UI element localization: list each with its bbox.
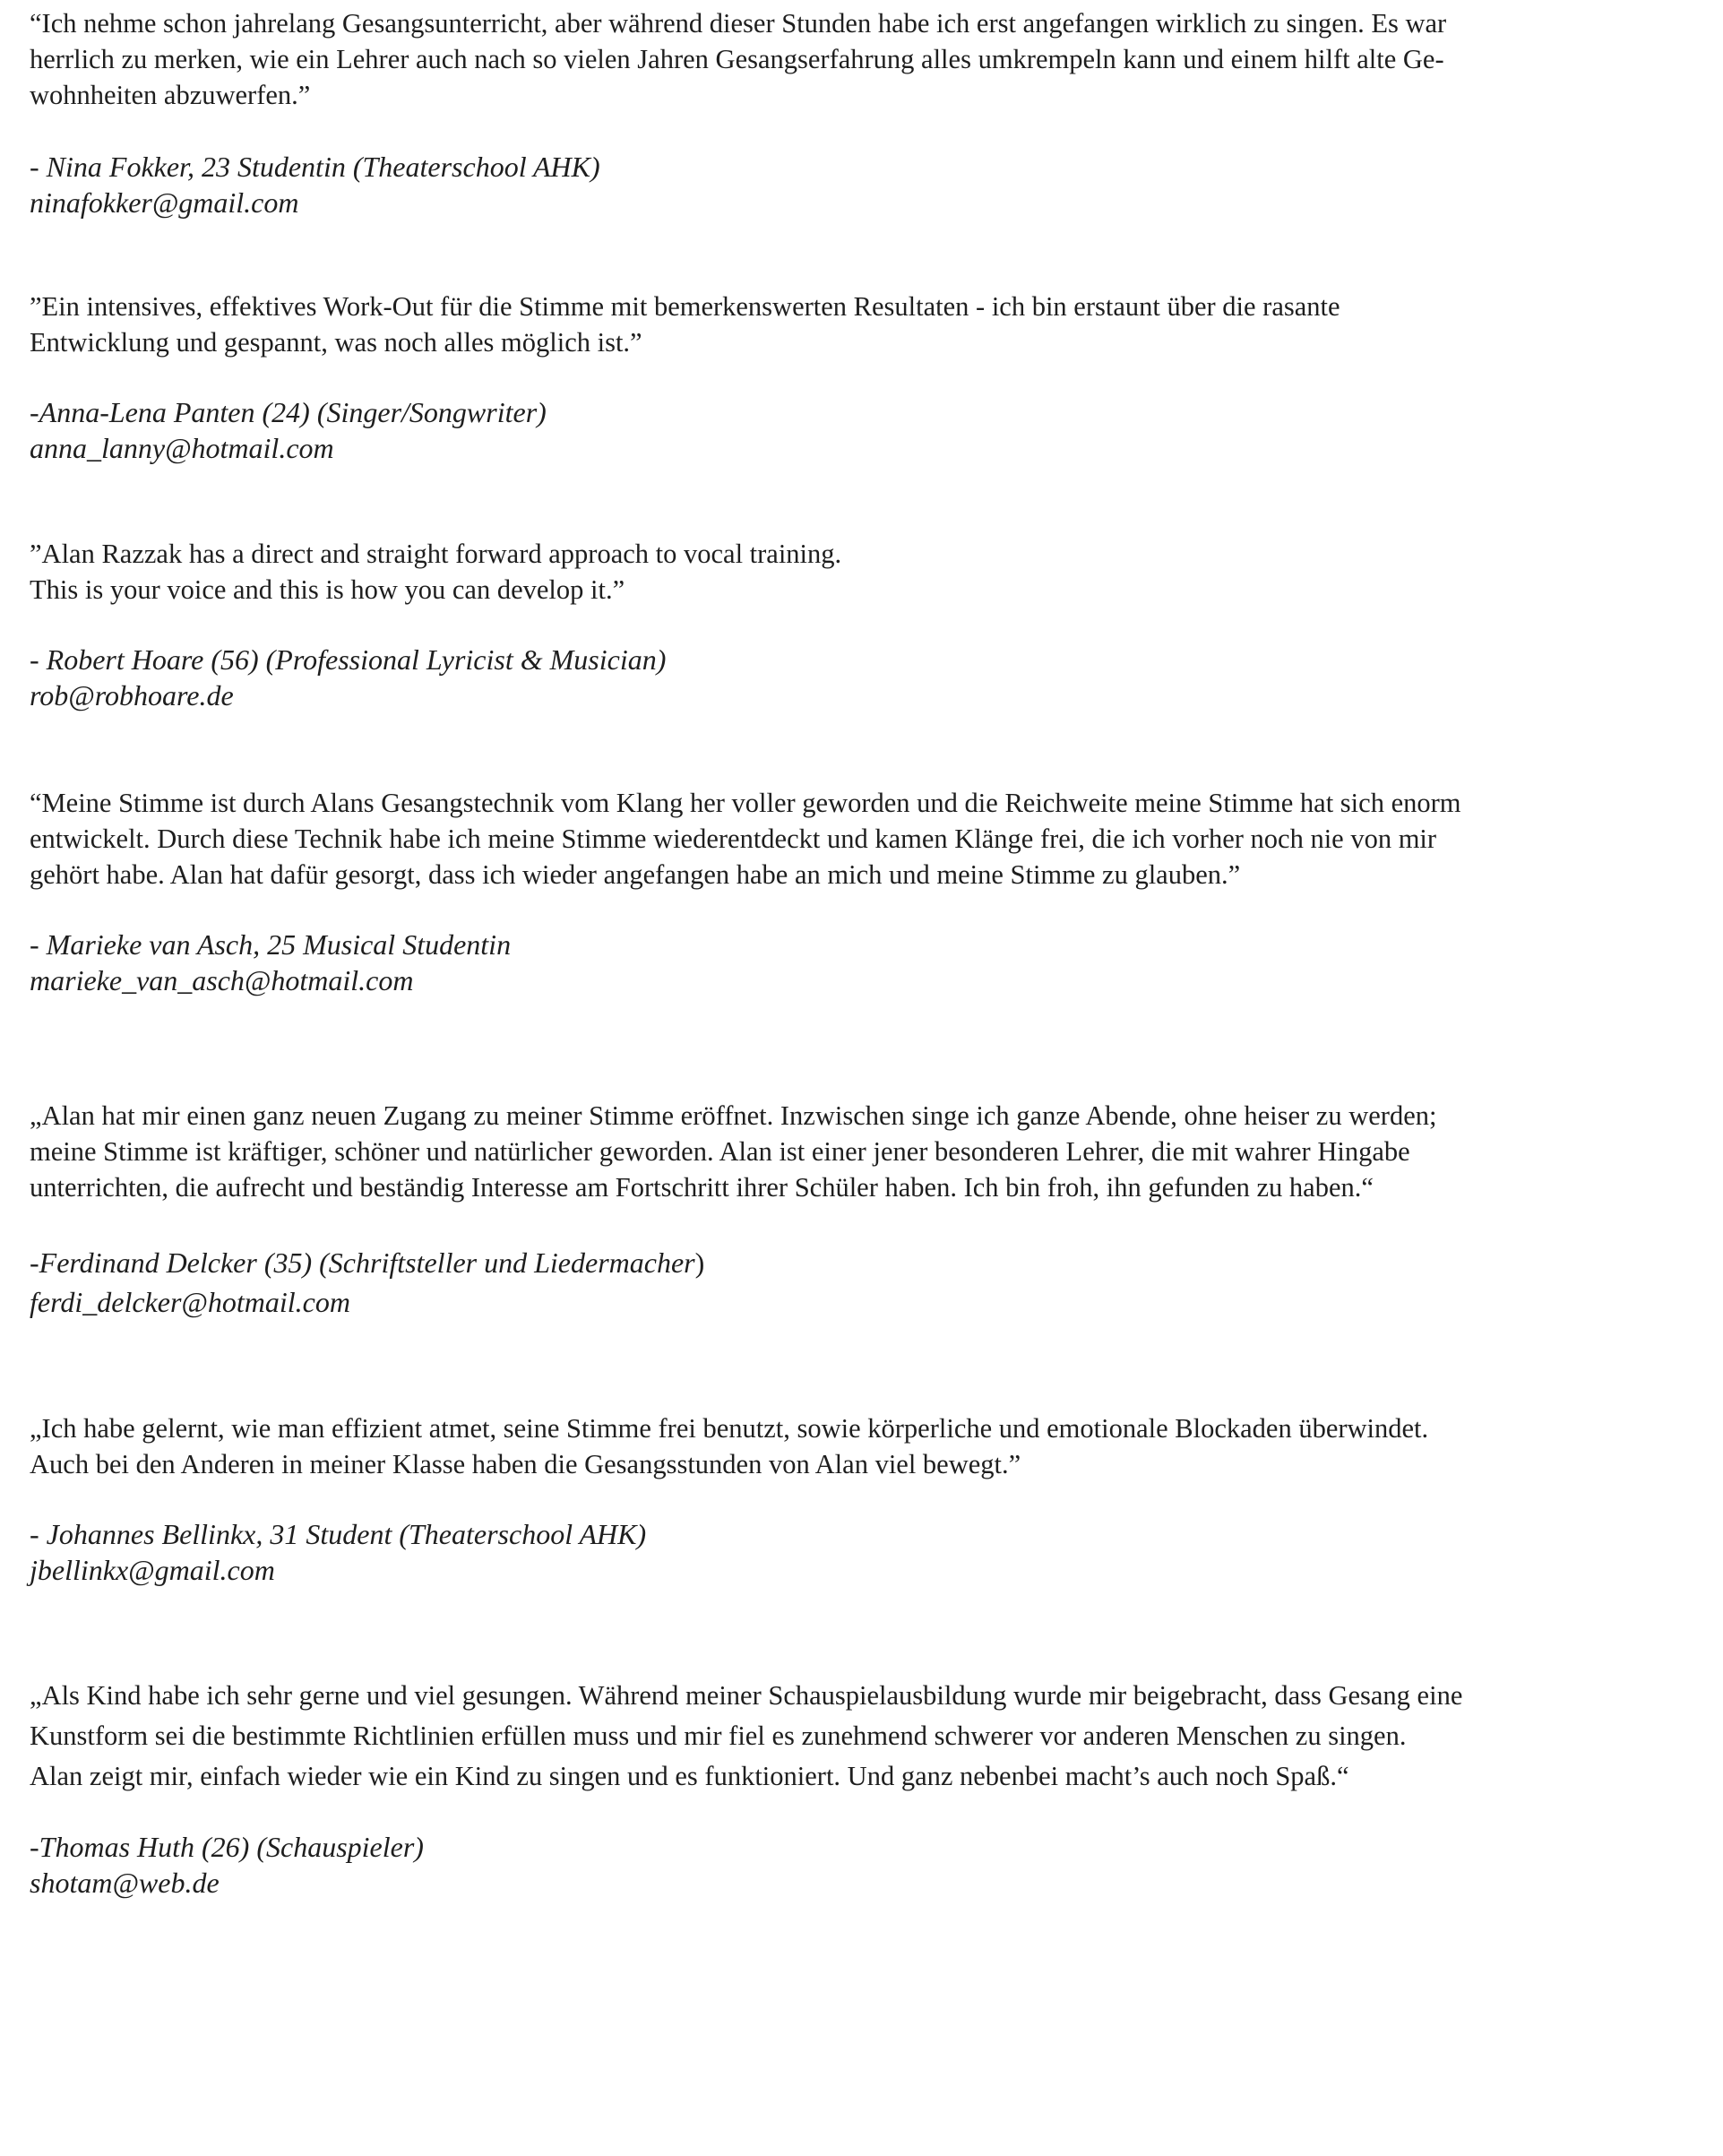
testimonial-author: -Anna-Lena Panten (24) (Singer/Songwriter) xyxy=(30,396,547,428)
testimonial-quote xyxy=(30,1676,1705,1797)
quote-line: Alan zeigt mir, einfach wieder wie ein Kind zu singen und es funktioniert. Und ganz nebenbei macht’s auch noch Spaß.“ xyxy=(30,1761,1349,1791)
testimonial-email: shotam@web.de xyxy=(30,1867,220,1899)
testimonial-email: ferdi_delcker@hotmail.com xyxy=(30,1286,350,1318)
testimonial-quote xyxy=(30,1098,1705,1205)
testimonial-author: -Thomas Huth (26) (Schauspieler) xyxy=(30,1831,424,1863)
quote-line: wohnheiten abzuwerfen.” xyxy=(30,80,311,110)
testimonial-author: - Marieke van Asch, 25 Musical Studentin xyxy=(30,928,512,961)
testimonial-email: anna_lanny@hotmail.com xyxy=(30,432,334,464)
testimonial-quote xyxy=(30,5,1705,113)
testimonial-author xyxy=(30,1245,1705,1281)
testimonial-marieke-van-asch xyxy=(30,785,1705,998)
testimonial-quote xyxy=(30,289,1705,360)
testimonial-anna-lena-panten xyxy=(30,289,1705,466)
testimonial-nina-fokker xyxy=(30,5,1705,220)
quote-line: Auch bei den Anderen in meiner Klasse haben die Gesangsstunden von Alan viel bewegt.” xyxy=(30,1449,1021,1479)
testimonial-quote xyxy=(30,785,1705,893)
testimonial-email: jbellinkx@gmail.com xyxy=(30,1554,275,1586)
quote-line: “Meine Stimme ist durch Alans Gesangstechnik vom Klang her voller geworden und die Reichweite meine Stimme hat sich enorm xyxy=(30,788,1461,818)
quote-line: This is your voice and this is how you can develop it.” xyxy=(30,574,625,605)
quote-line: unterrichten, die aufrecht und beständig Interesse am Fortschritt ihrer Schüler haben. Ich bin froh, ihn gefunden zu haben.“ xyxy=(30,1172,1374,1203)
quote-line: gehört habe. Alan hat dafür gesorgt, dass ich wieder angefangen habe an mich und meine Stimme zu glauben.” xyxy=(30,859,1241,890)
testimonial-ferdinand-delcker xyxy=(30,1098,1705,1320)
quote-line: entwickelt. Durch diese Technik habe ich meine Stimme wiederentdeckt und kamen Klänge frei, die ich vorher noch nie von mir xyxy=(30,824,1437,854)
testimonial-johannes-bellinkx xyxy=(30,1410,1705,1588)
quote-line: „Alan hat mir einen ganz neuen Zugang zu meiner Stimme eröffnet. Inzwischen singe ich ganze Abende, ohne heiser zu werden; xyxy=(30,1100,1437,1131)
author-closing-paren: ) xyxy=(694,1246,705,1279)
quote-line: „Als Kind habe ich sehr gerne und viel gesungen. Während meiner Schauspielausbildung wurde mir beigebracht, dass Gesang eine xyxy=(30,1680,1463,1711)
testimonial-email: ninafokker@gmail.com xyxy=(30,186,299,219)
author-name: -Ferdinand Delcker (35) (Schriftsteller und Liedermacher xyxy=(30,1246,695,1279)
quote-line: meine Stimme ist kräftiger, schöner und natürlicher geworden. Alan ist einer jener besonderen Lehrer, die mit wahrer Hingabe xyxy=(30,1136,1410,1167)
testimonial-quote xyxy=(30,536,1705,608)
testimonial-author: - Robert Hoare (56) (Professional Lyricist & Musician) xyxy=(30,643,667,676)
quote-line: „Ich habe gelernt, wie man effizient atmet, seine Stimme frei benutzt, sowie körperliche und emotionale Blockaden überwindet. xyxy=(30,1413,1429,1444)
testimonial-author: - Nina Fokker, 23 Studentin (Theaterschool AHK) xyxy=(30,151,600,183)
testimonial-thomas-huth xyxy=(30,1676,1705,1901)
testimonial-email: marieke_van_asch@hotmail.com xyxy=(30,964,414,996)
quote-line: Kunstform sei die bestimmte Richtlinien erfüllen muss und mir fiel es zunehmend schwerer vor anderen Menschen zu singen. xyxy=(30,1720,1407,1751)
quote-line: ”Alan Razzak has a direct and straight forward approach to vocal training. xyxy=(30,539,842,569)
quote-line: herrlich zu merken, wie ein Lehrer auch nach so vielen Jahren Gesangserfahrung alles umkrempeln kann und einem hilft alte Ge- xyxy=(30,44,1444,74)
testimonial-quote xyxy=(30,1410,1705,1482)
testimonial-robert-hoare xyxy=(30,536,1705,713)
testimonial-author: - Johannes Bellinkx, 31 Student (Theaterschool AHK) xyxy=(30,1518,647,1550)
testimonial-email: rob@robhoare.de xyxy=(30,679,234,711)
quote-line: “Ich nehme schon jahrelang Gesangsunterricht, aber während dieser Stunden habe ich erst angefangen wirklich zu singen. Es war xyxy=(30,8,1447,39)
quote-line: Entwicklung und gespannt, was noch alles möglich ist.” xyxy=(30,327,642,358)
quote-line: ”Ein intensives, effektives Work-Out für die Stimme mit bemerkenswerten Resultaten - ich bin erstaunt über die rasante xyxy=(30,291,1340,322)
